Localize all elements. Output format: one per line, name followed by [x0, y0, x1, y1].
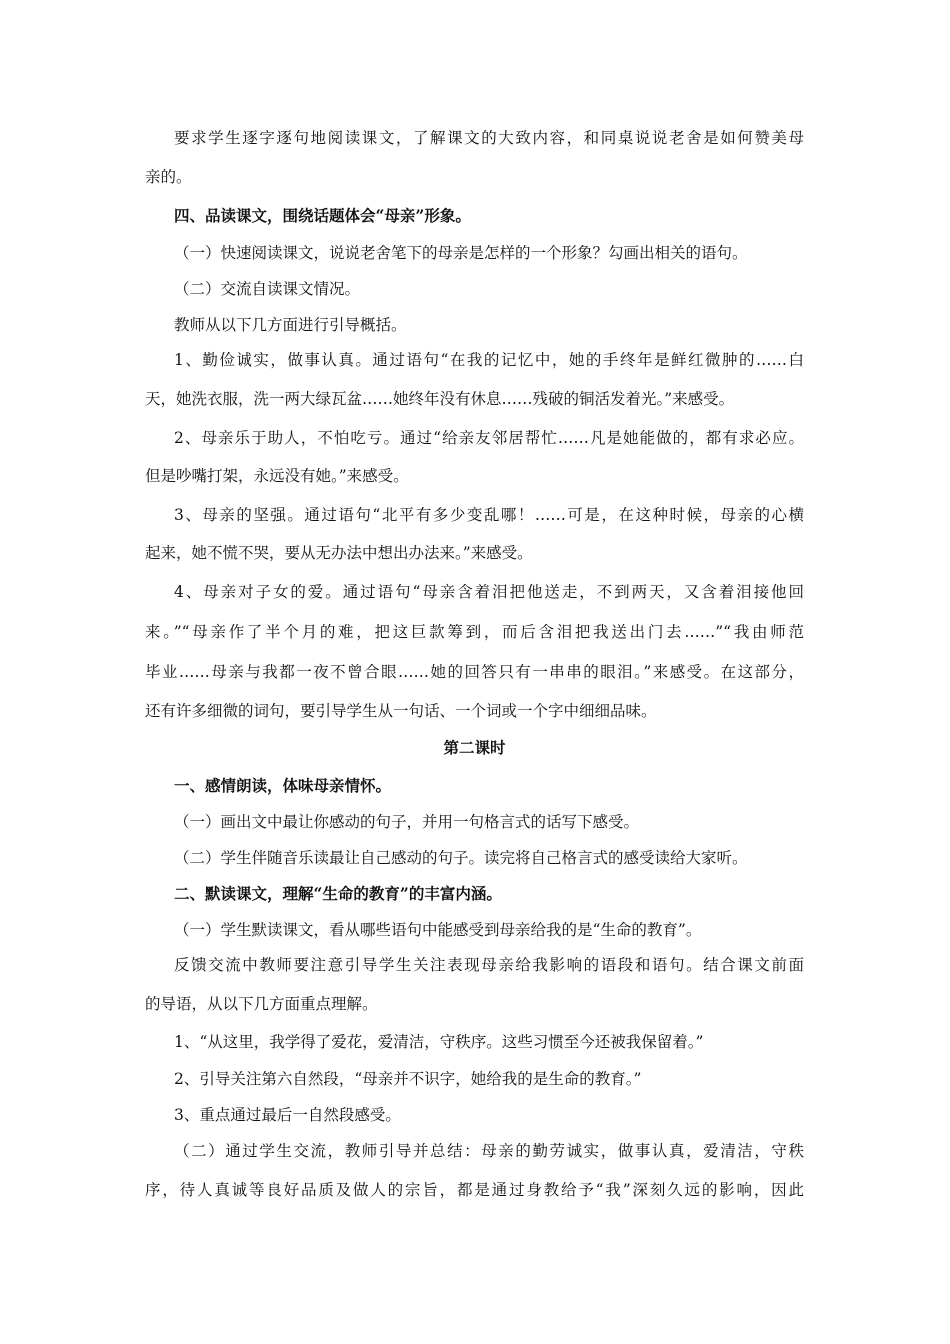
paragraph-line: 4、母亲对子女的爱。通过语句“母亲含着泪把他送走，不到两天，又含着泪接他回 — [174, 583, 804, 601]
paragraph-line: 1、勤俭诚实，做事认真。通过语句“在我的记忆中，她的手终年是鲜红微肿的……白 — [174, 351, 804, 369]
paragraph-line: （一）学生默读课文，看从哪些语句中能感受到母亲给我的是“生命的教育”。 — [174, 921, 702, 939]
paragraph-line: （一）快速阅读课文，说说老舍笔下的母亲是怎样的一个形象？勾画出相关的语句。 — [174, 244, 748, 262]
section-heading: 四、品读课文，围绕话题体会“母亲”形象。 — [174, 206, 471, 225]
paragraph-line: 反馈交流中教师要注意引导学生关注表现母亲给我影响的语段和语句。结合课文前面 — [174, 956, 804, 974]
paragraph-line: 3、重点通过最后一自然段感受。 — [174, 1106, 401, 1124]
paragraph-line: 来。”“母亲作了半个月的难，把这巨款筹到，而后含泪把我送出门去……”“我由师范 — [145, 623, 804, 641]
paragraph-line: 3、母亲的坚强。通过语句“北平有多少变乱哪！……可是，在这种时候，母亲的心横 — [174, 506, 804, 524]
paragraph-line: 1、“从这里，我学得了爱花，爱清洁，守秩序。这些习惯至今还被我保留着。” — [174, 1033, 704, 1051]
lesson-title: 第二课时 — [443, 738, 506, 757]
paragraph-line: （二）交流自读课文情况。 — [174, 280, 361, 298]
paragraph-line: 2、母亲乐于助人，不怕吃亏。通过“给亲友邻居帮忙……凡是她能做的，都有求必应。 — [174, 429, 804, 447]
paragraph-line: 天，她洗衣服，洗一两大绿瓦盆……她终年没有休息……残破的铜活发着光。”来感受。 — [145, 390, 735, 408]
paragraph-line: 教师从以下几方面进行引导概括。 — [174, 316, 407, 334]
paragraph-line: 要求学生逐字逐句地阅读课文，了解课文的大致内容，和同桌说说老舍是如何赞美母 — [174, 129, 804, 147]
paragraph-line: 毕业……母亲与我都一夜不曾合眼……她的回答只有一串串的眼泪。”来感受。在这部分， — [145, 663, 804, 681]
paragraph-line: （一）画出文中最让你感动的句子，并用一句格言式的话写下感受。 — [174, 813, 640, 831]
paragraph-line: 还有许多细微的词句，要引导学生从一句话、一个词或一个字中细细品味。 — [145, 702, 657, 720]
section-heading: 二、默读课文，理解“生命的教育”的丰富内涵。 — [174, 884, 502, 903]
paragraph-line: 亲的。 — [145, 168, 192, 186]
paragraph-line: 序，待人真诚等良好品质及做人的宗旨，都是通过身教给予“我”深刻久远的影响，因此 — [145, 1181, 804, 1199]
paragraph-line: （二）通过学生交流，教师引导并总结：母亲的勤劳诚实，做事认真，爱清洁，守秩 — [174, 1142, 804, 1160]
paragraph-line: 2、引导关注第六自然段，“母亲并不识字，她给我的是生命的教育。” — [174, 1070, 642, 1088]
paragraph-line: （二）学生伴随音乐读最让自己感动的句子。读完将自己格言式的感受读给大家听。 — [174, 849, 748, 867]
section-heading: 一、感情朗读，体味母亲情怀。 — [174, 776, 392, 795]
paragraph-line: 起来，她不慌不哭，要从无办法中想出办法来。”来感受。 — [145, 544, 533, 562]
paragraph-line: 的导语，从以下几方面重点理解。 — [145, 995, 378, 1013]
paragraph-line: 但是吵嘴打架，永远没有她。”来感受。 — [145, 467, 409, 485]
